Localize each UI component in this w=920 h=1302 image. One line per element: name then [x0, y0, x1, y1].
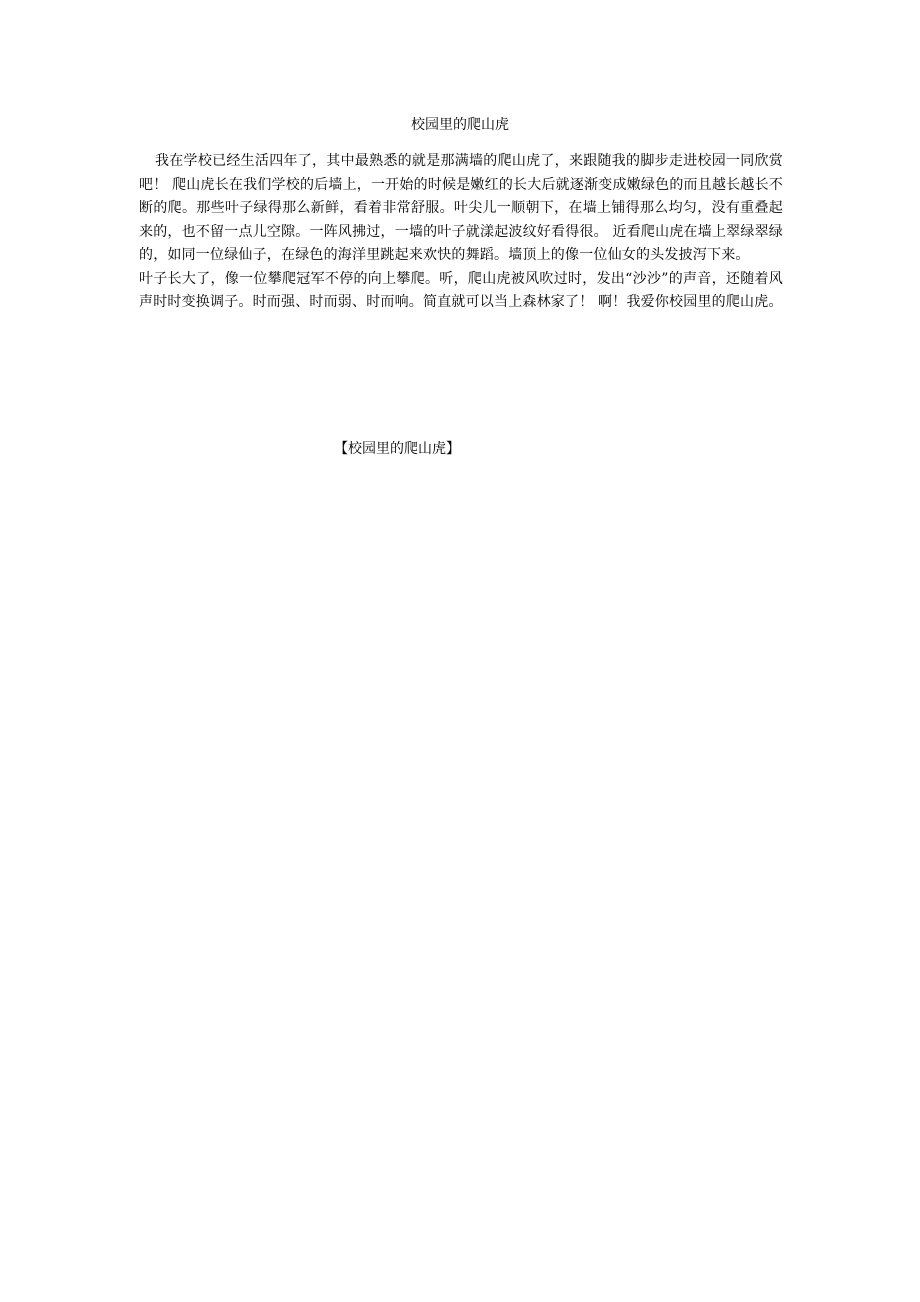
- footer-title: 【校园里的爬山虎】: [334, 441, 460, 457]
- document-body: [139, 150, 783, 315]
- document-title: 校园里的爬山虎: [411, 117, 509, 133]
- paragraph-1: 我在学校已经生活四年了，其中最熟悉的就是那满墙的爬山虎了，来跟随我的脚步走进校园一同欣赏吧！ 爬山虎长在我们学校的后墙上，一开始的时候是嫩红的长大后就逐渐变成嫩绿色的而且越长越长不断的爬。那些叶子绿得那么新鲜，看着非常舒服。叶尖儿一顺朝下，在墙上铺得那么均匀，没有重叠起来的，也不留一点儿空隙。一阵风拂过，一墙的叶子就漾起波纹好看得很。 近看爬山虎在墙上翠绿翠绿的，如同一位绿仙子，在绿色的海洋里跳起来欢快的舞蹈。墙顶上的像一位仙女的头发披泻下来。: [139, 153, 783, 263]
- paragraph-2: 叶子长大了，像一位攀爬冠军不停的向上攀爬。听，爬山虎被风吹过时，发出“沙沙”的声音，还随着风声时时变换调子。时而强、时而弱、时而响。简直就可以当上森林家了！ 啊！我爱你校园里的爬山虎。: [139, 270, 783, 310]
